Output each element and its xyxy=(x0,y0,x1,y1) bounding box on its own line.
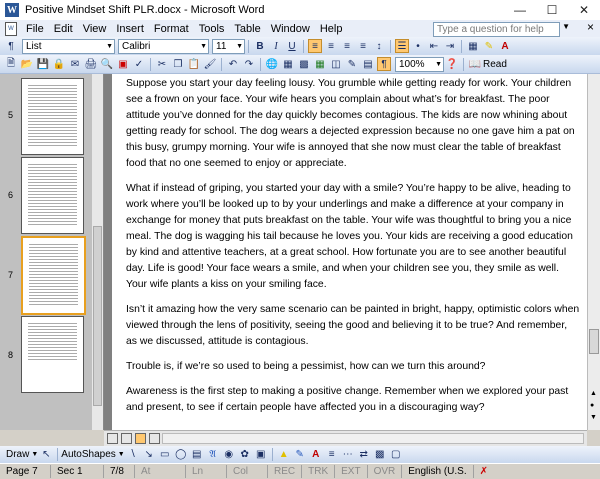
print-layout-icon[interactable] xyxy=(135,433,146,444)
help-search-input[interactable]: Type a question for help xyxy=(433,22,560,37)
copy-icon[interactable]: ❐ xyxy=(173,58,183,70)
save-icon[interactable]: 💾 xyxy=(36,58,50,70)
excel-icon[interactable]: ▦ xyxy=(315,58,325,70)
borders-icon[interactable]: ▦ xyxy=(468,40,478,52)
separator xyxy=(463,58,464,71)
document-map-icon[interactable]: ▤ xyxy=(363,58,373,70)
dash-style-icon[interactable]: ⋯ xyxy=(342,449,353,460)
arrow-icon[interactable]: ↘ xyxy=(144,449,153,460)
separator xyxy=(221,58,222,71)
style-combo[interactable] xyxy=(22,39,115,54)
drawing-icon[interactable]: ✎ xyxy=(347,58,357,70)
draw-font-color-icon[interactable]: A xyxy=(312,449,320,460)
spelling-icon[interactable]: ✓ xyxy=(134,58,144,70)
format-painter-icon[interactable]: 🖌 xyxy=(203,58,217,70)
font-value: Calibri xyxy=(122,40,151,52)
bold-icon[interactable]: B xyxy=(256,40,264,52)
line-spacing-icon[interactable]: ↕ xyxy=(376,40,382,52)
document-icon[interactable]: W xyxy=(5,22,17,36)
align-left-icon[interactable]: ≡ xyxy=(308,39,322,53)
diagram-icon[interactable]: ◉ xyxy=(224,449,234,460)
increase-indent-icon[interactable]: ⇥ xyxy=(445,40,455,52)
new-document-icon[interactable]: 🗎 xyxy=(6,57,16,69)
thumbnail-page-selected[interactable] xyxy=(21,236,86,315)
thumbnail-lines xyxy=(28,323,77,362)
document-area xyxy=(104,74,587,430)
separator xyxy=(303,40,304,53)
3d-icon[interactable]: ▢ xyxy=(390,449,401,460)
paragraph[interactable]: Trouble is, if we’re so used to being a pessimist, how can we turn this around? xyxy=(126,361,486,372)
word-app-icon[interactable]: W xyxy=(7,4,17,16)
separator xyxy=(57,448,58,461)
menu-table[interactable]: Table xyxy=(234,22,261,35)
style-dropdown-icon[interactable]: ▼ xyxy=(106,42,113,50)
print-icon[interactable]: 🖨 xyxy=(84,58,98,70)
document-page[interactable] xyxy=(112,74,587,430)
help-icon[interactable]: ❓ xyxy=(445,58,459,70)
line-color-icon[interactable]: ✎ xyxy=(295,449,304,460)
thumbnail-number: 5 xyxy=(8,110,14,120)
standard-toolbar xyxy=(0,55,600,74)
separator xyxy=(248,40,249,53)
font-combo[interactable] xyxy=(118,39,209,54)
thumbnail-pane xyxy=(0,74,104,430)
draw-dropdown-icon[interactable]: ▼ xyxy=(31,451,39,458)
zoom-combo[interactable] xyxy=(395,57,444,72)
separator xyxy=(272,448,273,461)
decrease-indent-icon[interactable]: ⇤ xyxy=(429,40,439,52)
research-icon[interactable]: ▣ xyxy=(118,58,128,70)
zoom-dropdown-icon[interactable]: ▼ xyxy=(435,60,442,68)
bullets-icon[interactable]: • xyxy=(416,40,420,52)
columns-icon[interactable]: ◫ xyxy=(331,58,341,70)
thumbnail-lines xyxy=(28,85,77,148)
menu-insert[interactable]: Insert xyxy=(116,22,144,35)
status-trk[interactable]: TRK xyxy=(302,465,335,478)
thumbnail-scroll-thumb[interactable] xyxy=(93,226,102,406)
thumbnail-number: 7 xyxy=(8,270,14,280)
document-text[interactable] xyxy=(126,76,580,425)
status-ovr[interactable]: OVR xyxy=(368,465,403,478)
font-dropdown-icon[interactable]: ▼ xyxy=(200,42,207,50)
insert-table-icon[interactable]: ▩ xyxy=(299,58,309,70)
select-objects-icon[interactable]: ↖ xyxy=(42,449,51,460)
shadow-icon[interactable]: ▩ xyxy=(374,449,385,460)
close-icon[interactable]: ✕ xyxy=(578,3,590,17)
italic-icon[interactable]: I xyxy=(274,40,278,52)
drawing-toolbar xyxy=(0,446,600,464)
previous-page-icon[interactable]: ▲ xyxy=(590,390,597,397)
status-language[interactable]: English (U.S. xyxy=(402,465,473,478)
status-page: Page 7 xyxy=(0,465,51,478)
wordart-icon[interactable]: 𝔄 xyxy=(209,449,217,460)
separator xyxy=(390,40,391,53)
status-col: Col xyxy=(227,465,268,478)
separator xyxy=(461,40,462,53)
read-icon[interactable]: 📖 xyxy=(468,58,482,70)
rectangle-icon[interactable]: ▭ xyxy=(159,449,170,460)
thumbnail-lines xyxy=(29,244,78,307)
browse-object-icon[interactable]: ● xyxy=(590,402,595,409)
spelling-status-icon[interactable]: ✗ xyxy=(479,466,488,477)
tables-borders-icon[interactable]: ▦ xyxy=(283,58,293,70)
email-icon[interactable]: ✉ xyxy=(70,58,80,70)
align-center-icon[interactable]: ≡ xyxy=(328,40,334,52)
menu-tools[interactable]: Tools xyxy=(198,22,225,35)
next-page-icon[interactable]: ▼ xyxy=(590,414,597,421)
paragraph[interactable]: Suppose you start your day feeling lousy. You grumble while getting ready for work. Your children see a frown on your face. Your wife hears you complain about what’s for breakfast. The poor attitude you’ve donned for the day quickly becomes contagious. The kids are now whining about getting ready for school. The dog wears a dejected expression because no one gave him a pat on this busy, grumpy morning. Your wife is annoyed that she now must clear the table of breakfast food that no one seemed to enjoy or appreciate. xyxy=(126,78,575,169)
line-icon[interactable]: ∖ xyxy=(129,449,136,460)
open-icon[interactable]: 📂 xyxy=(20,58,34,70)
oval-icon[interactable]: ◯ xyxy=(175,449,187,460)
status-bar xyxy=(0,463,600,479)
menu-window[interactable]: Window xyxy=(270,22,310,35)
numbering-icon[interactable]: ☰ xyxy=(395,39,409,53)
thumbnail-lines xyxy=(28,164,77,227)
justify-icon[interactable]: ≡ xyxy=(360,40,366,52)
line-style-icon[interactable]: ≡ xyxy=(328,449,335,460)
paragraph[interactable]: Isn’t it amazing how the very same scenario can be painted in bright, happy, optimistic colors when viewed through the lens of positivity, seeing the good and believing it to be true? And remember, as we discussed, attitude is contagious. xyxy=(126,304,580,347)
align-right-icon[interactable]: ≡ xyxy=(344,40,350,52)
picture-icon[interactable]: ▣ xyxy=(255,449,266,460)
minimize-icon[interactable]: — xyxy=(514,3,526,17)
font-size-dropdown-icon[interactable]: ▼ xyxy=(236,42,243,50)
show-hide-icon[interactable]: ¶ xyxy=(377,57,391,71)
thumbnail-scrollbar[interactable] xyxy=(92,74,103,430)
arrow-style-icon[interactable]: ⇄ xyxy=(359,449,368,460)
hyperlink-icon[interactable]: 🌐 xyxy=(265,58,279,70)
autoshapes-button[interactable]: AutoShapes xyxy=(61,449,116,460)
style-value: List xyxy=(26,40,42,52)
paste-icon[interactable]: 📋 xyxy=(187,58,201,70)
paragraph[interactable]: What if instead of griping, you started your day with a smile? You’re happy to be alive, heading to work where you’ll be looked up to by your underlings and make a difference at your company in exchange for money that puts breakfast on the table. Your wife was thoughtful to bring you a nice meal. The dog is wagging his tail because he loves you. Your kids are receiving a good education by kind and attentive teachers, at a great school. How fortunate you are to see another beautiful day. Life is good! Your face wears a smile, and when your children see you, they smile as well. Your wife plants a kiss on your smiling face. xyxy=(126,183,573,290)
highlight-icon[interactable]: ✎ xyxy=(484,40,494,52)
separator xyxy=(260,58,261,71)
normal-view-icon[interactable] xyxy=(107,433,118,444)
text-box-icon[interactable]: ▤ xyxy=(191,449,202,460)
maximize-icon[interactable]: ☐ xyxy=(546,3,558,17)
status-rec[interactable]: REC xyxy=(268,465,302,478)
permission-icon[interactable]: 🔒 xyxy=(52,58,66,70)
zoom-value: 100% xyxy=(399,58,425,70)
vertical-scrollbar[interactable] xyxy=(587,74,600,430)
menu-view[interactable]: View xyxy=(82,22,107,35)
menu-help[interactable]: Help xyxy=(319,22,343,35)
status-ln: Ln xyxy=(186,465,227,478)
horizontal-scrollbar[interactable] xyxy=(162,433,584,444)
font-size-combo[interactable] xyxy=(212,39,245,54)
cut-icon[interactable]: ✂ xyxy=(157,58,167,70)
window-title: Positive Mindset Shift PLR.docx - Microsoft Word xyxy=(25,4,265,16)
thumbnail-page[interactable] xyxy=(21,78,84,155)
font-color-icon[interactable]: A xyxy=(501,40,509,52)
status-ext[interactable]: EXT xyxy=(335,465,367,478)
underline-icon[interactable]: U xyxy=(288,40,296,52)
print-preview-icon[interactable]: 🔍 xyxy=(100,58,114,70)
clip-art-icon[interactable]: ✿ xyxy=(240,449,249,460)
paragraph[interactable]: Awareness is the first step to making a positive change. Remember when we explored your past and present, to see if certain people have affected you in a discouraging way? xyxy=(126,386,569,413)
fill-color-icon[interactable]: ▲ xyxy=(278,449,289,460)
menu-edit[interactable]: Edit xyxy=(53,22,73,35)
help-dropdown-icon[interactable]: ▼ xyxy=(562,22,570,31)
menu-format[interactable]: Format xyxy=(153,22,189,35)
title-bar xyxy=(0,0,600,21)
outline-view-icon[interactable] xyxy=(149,433,160,444)
styles-pane-icon[interactable]: ¶ xyxy=(8,40,14,52)
status-pages: 7/8 xyxy=(104,465,135,478)
undo-icon[interactable]: ↶ xyxy=(228,58,238,70)
menu-file[interactable]: File xyxy=(26,22,44,35)
font-size-value: 11 xyxy=(216,40,227,52)
autoshapes-dropdown-icon[interactable]: ▼ xyxy=(117,451,125,458)
read-button[interactable]: Read xyxy=(483,58,507,70)
document-close-icon[interactable]: × xyxy=(586,20,594,34)
status-at: At xyxy=(135,465,186,478)
thumbnail-page[interactable] xyxy=(21,316,84,393)
formatting-toolbar xyxy=(0,37,600,56)
redo-icon[interactable]: ↷ xyxy=(244,58,254,70)
separator xyxy=(150,58,151,71)
window-controls xyxy=(504,0,600,20)
thumbnail-number: 6 xyxy=(8,190,14,200)
draw-menu-button[interactable]: Draw xyxy=(6,449,30,460)
thumbnail-page[interactable] xyxy=(21,157,84,234)
vertical-scroll-thumb[interactable] xyxy=(589,329,599,354)
web-layout-icon[interactable] xyxy=(121,433,132,444)
thumbnail-number: 8 xyxy=(8,350,14,360)
status-section: Sec 1 xyxy=(51,465,104,478)
